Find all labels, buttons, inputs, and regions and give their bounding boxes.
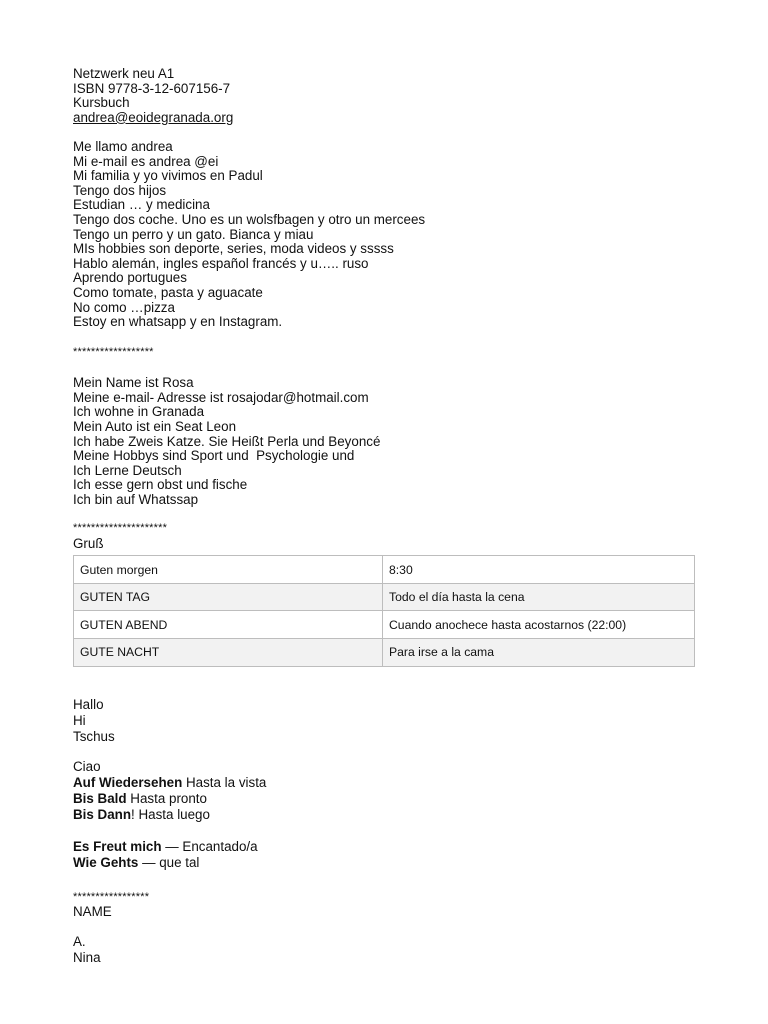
farewell-list [73, 775, 695, 823]
separator: ********************* [73, 521, 168, 534]
text-line: Tengo dos hijos [73, 182, 167, 198]
text-line: Ich wohne in Granada [73, 404, 205, 420]
text-line: Meine Hobbys sind Sport und Psychologie und [73, 448, 355, 464]
name-list [73, 934, 695, 966]
greeting-word: Hallo [73, 696, 104, 712]
text-line: Mi e-mail es andrea @ei [73, 153, 219, 169]
text-line: Como tomate, pasta y aguacate [73, 284, 263, 300]
book-type: Kursbuch [73, 95, 130, 111]
greeting-cell: GUTEN ABEND [74, 611, 383, 639]
text-line: Ich esse gern obst und fische [73, 477, 248, 493]
text-line: Ich Lerne Deutsch [73, 462, 182, 478]
text-line: Aprendo portugues [73, 270, 187, 286]
text-line: Mein Auto ist ein Seat Leon [73, 419, 237, 435]
greeting-table [73, 555, 695, 666]
german-phrase: Auf Wiedersehen [73, 775, 183, 791]
table-row [74, 611, 695, 639]
german-phrase: Es Freut mich [73, 839, 162, 855]
phrase-line [73, 807, 695, 823]
german-phrase: Wie Gehts [73, 855, 139, 871]
name-heading: NAME [73, 904, 112, 920]
text-line: No como …pizza [73, 299, 175, 315]
separator: ***************** [73, 891, 150, 904]
time-cell: 8:30 [383, 556, 695, 584]
text-line: Mein Name ist Rosa [73, 375, 194, 391]
text-line: Estoy en whatsapp y en Instagram. [73, 314, 283, 330]
spanish-translation: ! Hasta luego [131, 807, 210, 823]
greeting-heading: Gruß [73, 535, 104, 551]
spanish-translation: Hasta pronto [126, 791, 207, 807]
german-phrase: Bis Dann [73, 807, 132, 823]
spanish-translation: Hasta la vista [182, 775, 267, 791]
spanish-translation: — que tal [138, 855, 200, 871]
phrase-list [73, 839, 695, 871]
hello-list [73, 697, 695, 745]
table-row [74, 556, 695, 584]
spanish-translation: — Encantado/a [161, 839, 258, 855]
german-intro [73, 376, 695, 507]
text-line: A. [73, 934, 86, 950]
spanish-intro [73, 140, 695, 330]
phrase-line [73, 775, 695, 791]
course-title: Netzwerk neu A1 [73, 66, 175, 81]
greeting-cell: GUTE NACHT [74, 639, 383, 667]
greeting-word: Hi [73, 712, 86, 728]
phrase-line [73, 839, 695, 855]
text-line: Hablo alemán, ingles español francés y u….. ruso [73, 255, 369, 271]
text-line: Estudian … y medicina [73, 197, 210, 213]
text-line: Tengo dos coche. Uno es un wolsfbagen y otro un mercees [73, 211, 426, 227]
email-link[interactable]: andrea@eoidegranada.org [73, 109, 234, 125]
text-line: Me llamo andrea [73, 138, 173, 154]
text-line: Ich habe Zweis Katze. Sie Heißt Perla und Beyoncé [73, 433, 381, 449]
text-line: Tengo un perro y un gato. Bianca y miau [73, 226, 314, 242]
table-row [74, 639, 695, 667]
text-line: Nina [73, 950, 101, 966]
time-cell: Para irse a la cama [383, 639, 695, 667]
table-row [74, 583, 695, 611]
isbn: ISBN 9778-3-12-607156-7 [73, 80, 231, 96]
german-phrase: Bis Bald [73, 791, 127, 807]
time-cell: Cuando anochece hasta acostarnos (22:00) [383, 611, 695, 639]
ciao-text: Ciao [73, 759, 101, 775]
text-line: Meine e-mail- Adresse ist rosajodar@hotmail.com [73, 389, 369, 405]
phrase-line [73, 791, 695, 807]
text-line: Mi familia y yo vivimos en Padul [73, 168, 263, 184]
greeting-cell: Guten morgen [74, 556, 383, 584]
document-page [73, 67, 695, 966]
greeting-cell: GUTEN TAG [74, 583, 383, 611]
separator: ****************** [73, 346, 154, 359]
text-line: Ich bin auf Whatssap [73, 492, 199, 508]
time-cell: Todo el día hasta la cena [383, 583, 695, 611]
greeting-word: Tschus [73, 728, 115, 744]
text-line: MIs hobbies son deporte, series, moda videos y sssss [73, 241, 394, 257]
phrase-line [73, 855, 695, 871]
